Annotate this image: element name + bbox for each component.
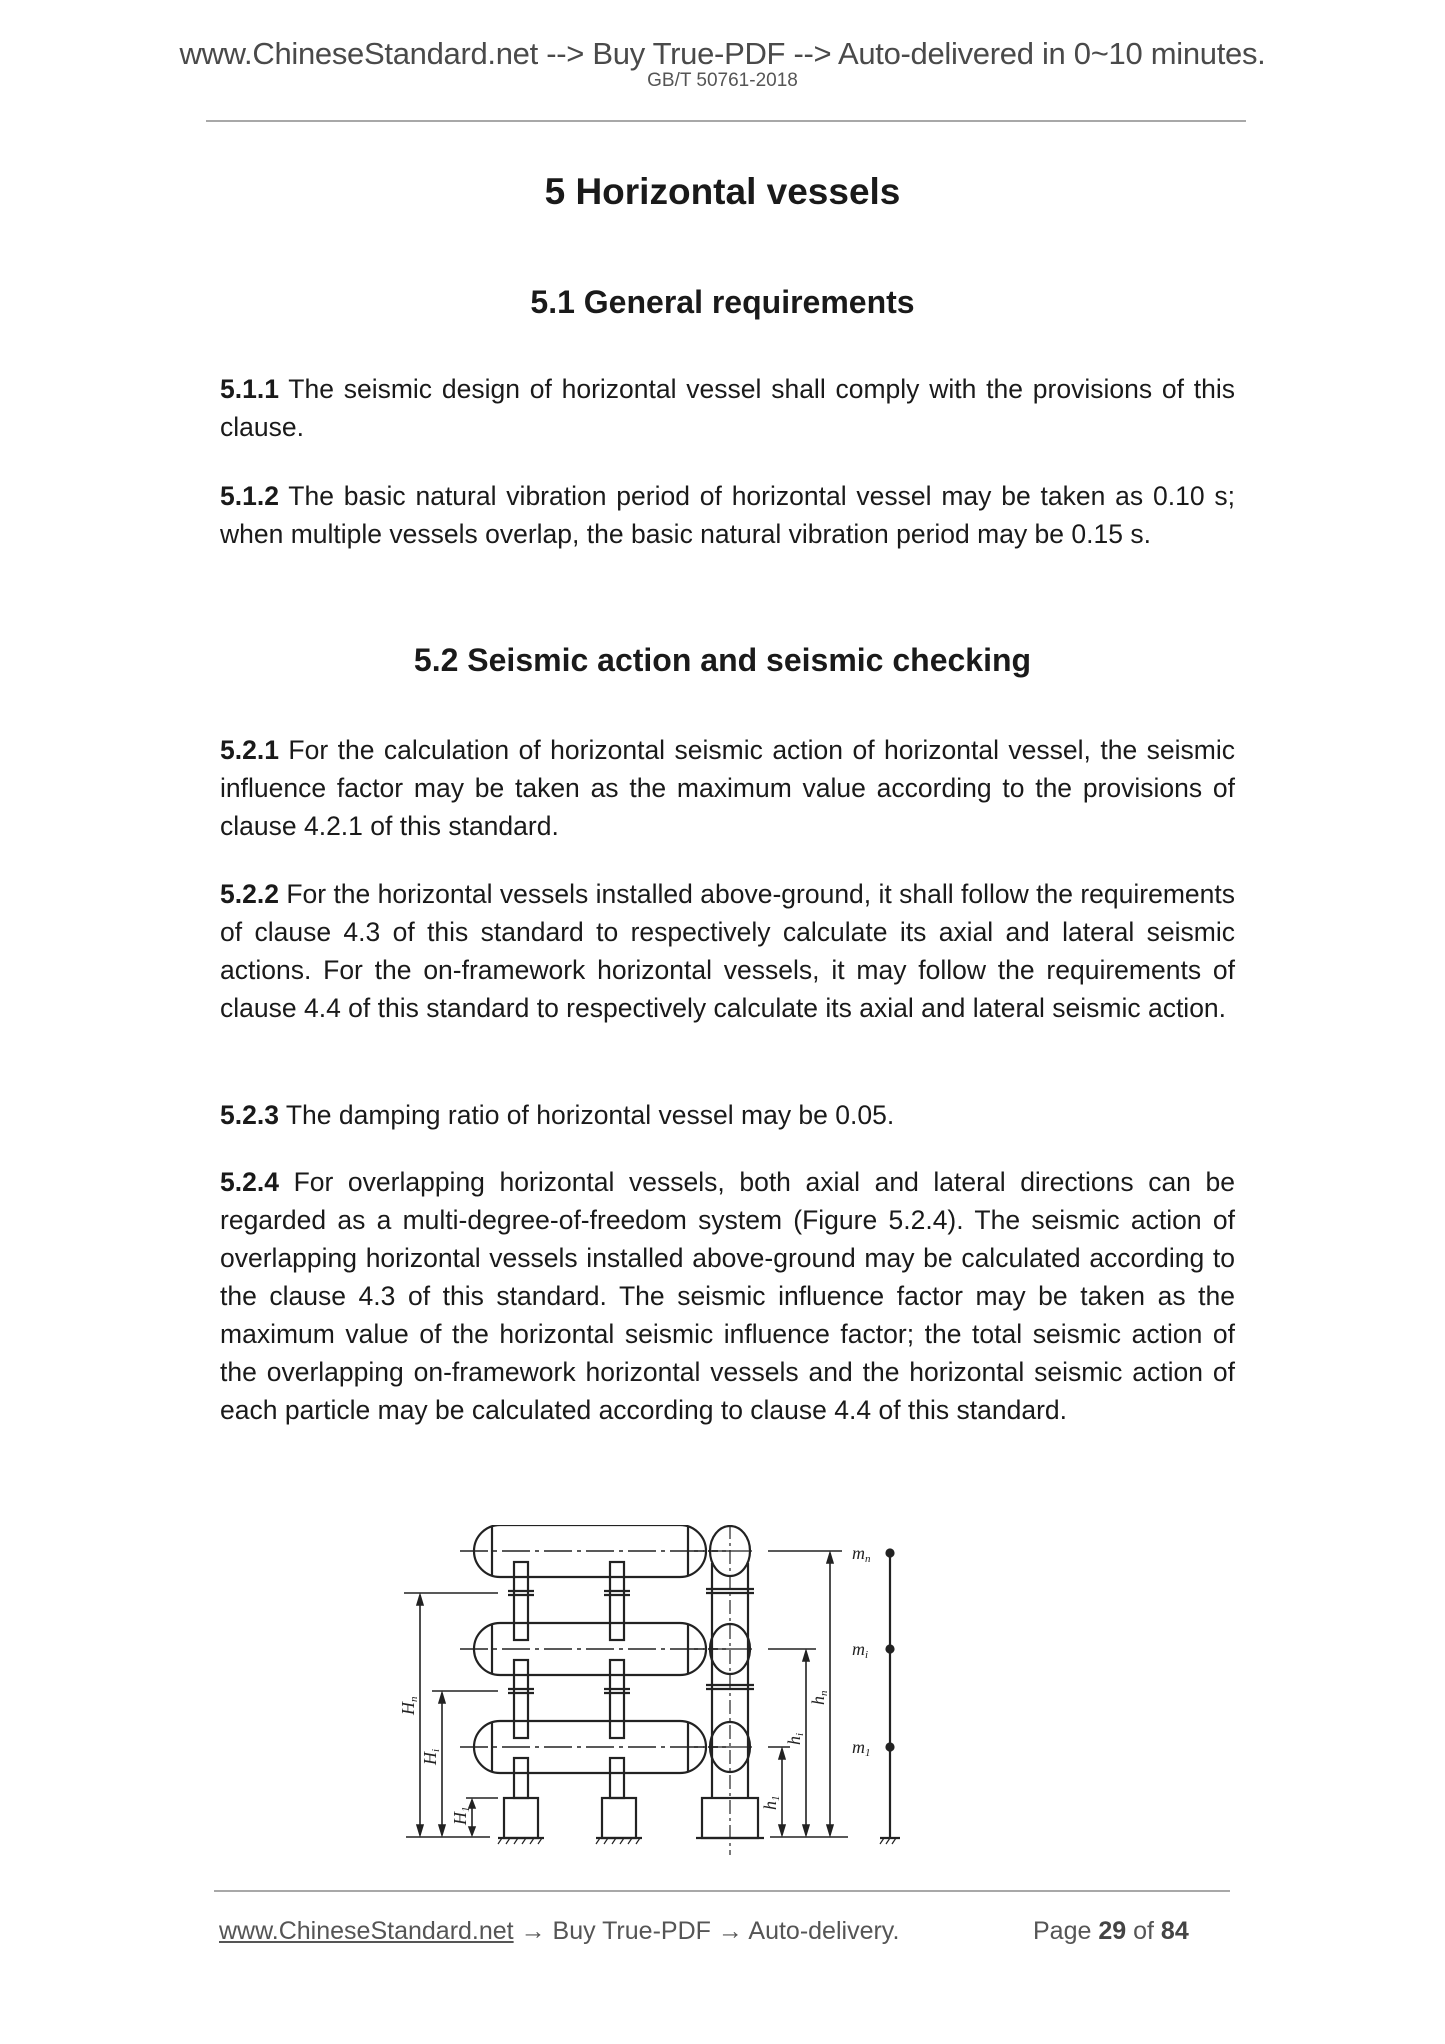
label-mn: mn bbox=[852, 1543, 871, 1565]
footer-promo-text: → Buy True-PDF → Auto-delivery. bbox=[513, 1917, 900, 1945]
vessel-side-view bbox=[460, 1525, 718, 1844]
page-indicator: Page 29 of 84 bbox=[1033, 1917, 1189, 1945]
label-Hi: Hi bbox=[420, 1748, 442, 1765]
clause-5-2-4 bbox=[220, 1163, 1235, 1429]
clause-text: The damping ratio of horizontal vessel may be 0.05. bbox=[285, 1100, 895, 1130]
label-m1: m1 bbox=[852, 1737, 871, 1759]
clause-number: 5.1.2 bbox=[220, 481, 279, 511]
clause-number: 5.2.2 bbox=[220, 879, 279, 909]
label-mi: mi bbox=[852, 1639, 869, 1661]
clause-5-2-3 bbox=[220, 1096, 1235, 1134]
clause-number: 5.2.1 bbox=[220, 735, 279, 765]
clause-5-2-2 bbox=[220, 875, 1235, 1027]
label-Hn: Hn bbox=[398, 1696, 420, 1715]
label-hi: hi bbox=[784, 1732, 806, 1745]
clause-number: 5.1.1 bbox=[220, 374, 279, 404]
vessel-end-view bbox=[694, 1525, 764, 1855]
footer-site-link[interactable]: www.ChineseStandard.net bbox=[219, 1917, 514, 1945]
label-h1: h1 bbox=[760, 1795, 782, 1810]
clause-number: 5.2.3 bbox=[220, 1100, 279, 1130]
header-banner: www.ChineseStandard.net --> Buy True-PDF --> Auto-delivered in 0~10 minutes. bbox=[179, 36, 1266, 71]
page-total: 84 bbox=[1160, 1917, 1189, 1945]
footer-divider bbox=[214, 1890, 1230, 1892]
dimension-h-right bbox=[768, 1551, 848, 1837]
clause-text: For the horizontal vessels installed above-ground, it shall follow the requirements of clause 4.3 of this standard to respectively calculate its axial and lateral seismic actions. For the on-framework horizontal vessels, it may follow the requirements of clause 4.4 of this standard to respectively calculate its axial and lateral seismic action. bbox=[220, 879, 1235, 1023]
clause-text: For the calculation of horizontal seismic action of horizontal vessel, the seismic influence factor may be taken as the maximum value according to the provisions of clause 4.2.1 of this standard. bbox=[220, 735, 1235, 841]
clause-text: For overlapping horizontal vessels, both axial and lateral directions can be regarded as a multi-degree-of-freedom system (Figure 5.2.4). The seismic action of overlapping horizontal vessels installed above-ground may be calculated according to the clause 4.3 of this standard. The seismic influence factor may be taken as the maximum value of the horizontal seismic influence factor; the total seismic action of the overlapping on-framework horizontal vessels and the horizontal seismic action of each particle may be calculated according to clause 4.4 of this standard. bbox=[220, 1167, 1235, 1425]
clause-5-1-2 bbox=[220, 477, 1235, 553]
section-title-5-2: 5.2 Seismic action and seismic checking bbox=[413, 642, 1032, 678]
chapter-title: 5 Horizontal vessels bbox=[544, 171, 901, 212]
section-title-5-1: 5.1 General requirements bbox=[530, 284, 915, 320]
header-divider bbox=[206, 120, 1246, 122]
figure-overlapping-vessels bbox=[390, 1525, 1080, 1870]
clause-5-2-1 bbox=[220, 731, 1235, 845]
label-H1: H1 bbox=[450, 1806, 472, 1825]
label-hn: hn bbox=[808, 1690, 830, 1705]
lumped-mass-model bbox=[880, 1550, 900, 1845]
standard-code: GB/T 50761-2018 bbox=[647, 70, 798, 91]
clause-text: The seismic design of horizontal vessel shall comply with the provisions of this clause. bbox=[220, 374, 1235, 442]
page-current: 29 bbox=[1098, 1917, 1127, 1945]
clause-5-1-1 bbox=[220, 370, 1235, 446]
footer-promo bbox=[219, 1916, 899, 1946]
clause-number: 5.2.4 bbox=[220, 1167, 279, 1197]
clause-text: The basic natural vibration period of horizontal vessel may be taken as 0.10 s; when multiple vessels overlap, the basic natural vibration period may be 0.15 s. bbox=[220, 481, 1235, 549]
